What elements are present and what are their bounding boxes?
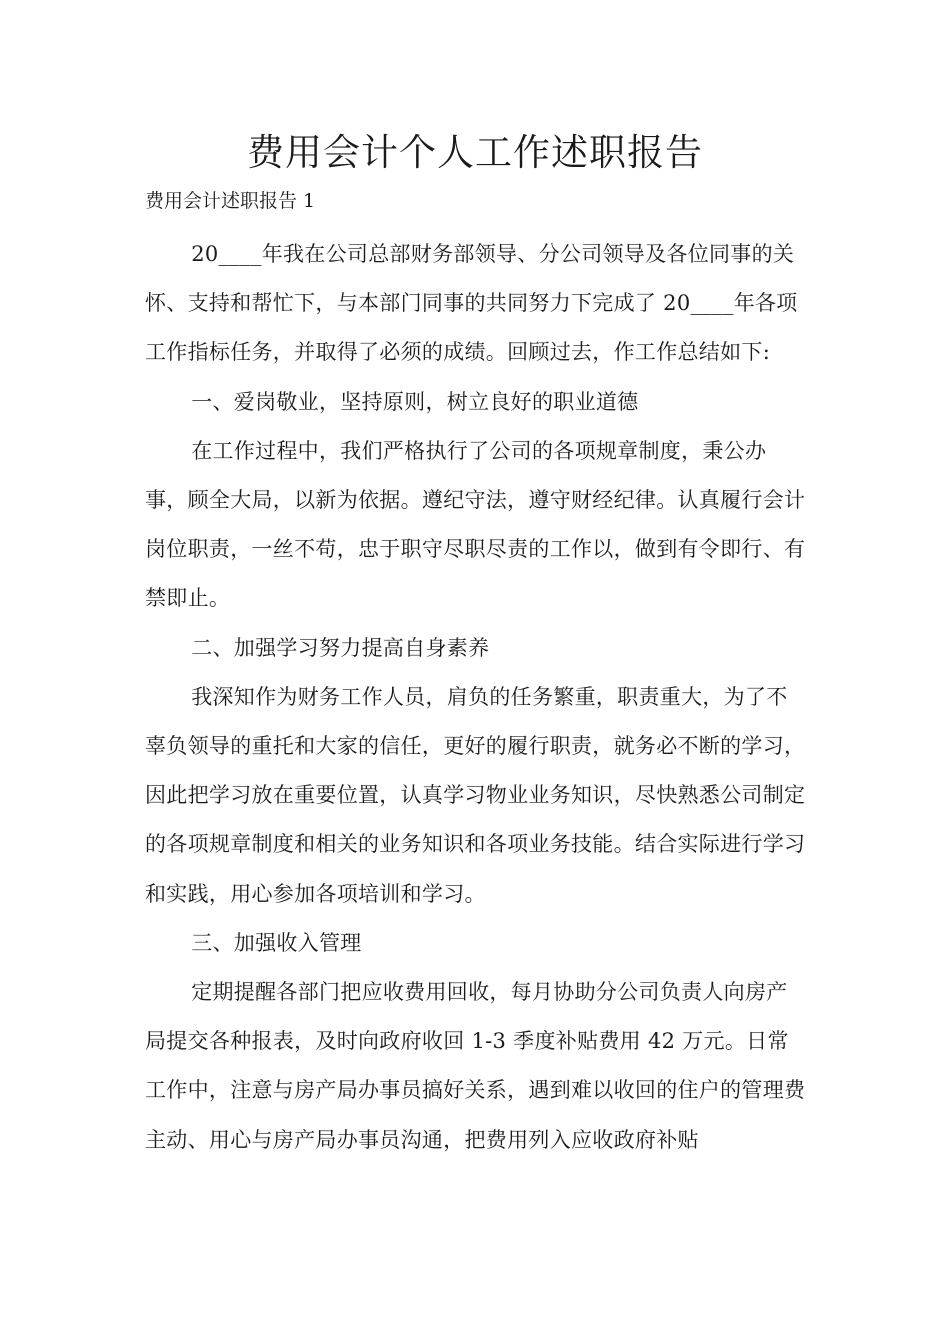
section-heading-1: 一、爱岗敬业，坚持原则，树立良好的职业道德 (191, 389, 639, 414)
paragraph-section-3: 定期提醒各部门把应收费用回收，每月协助分公司负责人向房产局提交各种报表，及时向政府收回 1-3 季度补贴费用 42 万元。日常工作中，注意与房产局办事员搞好关系，遇到难以收回的住户的管理费主动、用心与房产局办事员沟通，把费用列入应收政府补贴 (145, 980, 806, 1152)
paragraph-intro: 20____年我在公司总部财务部领导、分公司领导及各位同事的关怀、支持和帮忙下，与本部门同事的共同努力下完成了 20____年各项工作指标任务，并取得了必须的成绩。回顾过去，作工作总结如下: (145, 242, 798, 365)
paragraph-section-1: 在工作过程中，我们严格执行了公司的各项规章制度，秉公办事，顾全大局，以新为依据。遵纪守法，遵守财经纪律。认真履行会计岗位职责，一丝不苟，忠于职守尽职尽责的工作以，做到有令即行、有禁即止。 (145, 438, 806, 611)
section-heading-3: 三、加强收入管理 (191, 930, 362, 955)
paragraph-section-2: 我深知作为财务工作人员，肩负的任务繁重，职责重大，为了不辜负领导的重托和大家的信任，更好的履行职责，就务必不断的学习，因此把学习放在重要位置，认真学习物业业务知识，尽快熟悉公司制定的各项规章制度和相关的业务知识和各项业务技能。结合实际进行学习和实践，用心参加各项培训和学习。 (145, 684, 806, 906)
document-body (145, 230, 807, 1165)
document-title: 费用会计个人工作述职报告 (247, 131, 703, 174)
document-subtitle: 费用会计述职报告 1 (145, 190, 316, 212)
section-heading-2: 二、加强学习努力提高自身素养 (191, 635, 490, 660)
